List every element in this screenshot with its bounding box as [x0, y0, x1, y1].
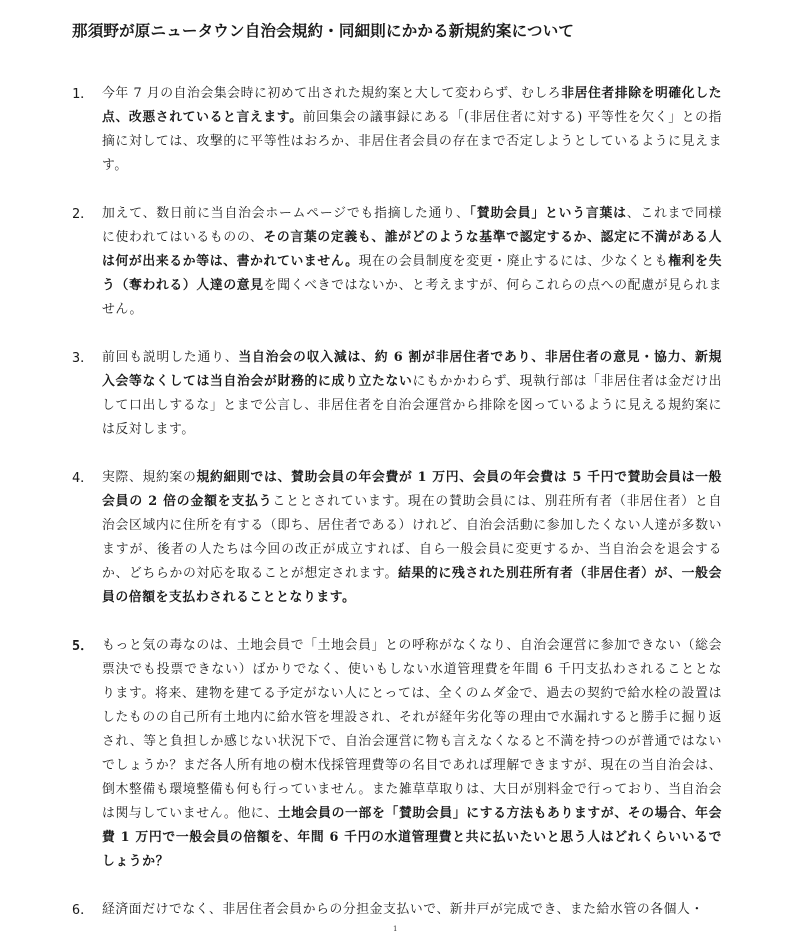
bold-text-segment: 「賛助会員」という言葉は: [469, 206, 627, 221]
text-segment: もっと気の毒なのは、土地会員で「土地会員」との呼称がなくなり、自治会運営に参加できない（総会票決でも投票できない）ばかりでなく、使いもしない水道管理費を年間 6 千円支払わされることとなります。将来、建物を建てる予定がない人にとっては、全くのムダ金で、過去の契約で給水栓の設置はしたものの自己所有土地内に給水管を埋設され、それが経年劣化等の理由で水漏れすると勝手に掘り返され、等と負担しか感じない状況下で、自治会運営に物も言えなくなると不満を持つのが普通ではないでしょうか？まだ各人所有地の樹木伐採管理費等の名目であれば理解できますが、現在の当自治会は、倒木整備も環境整備も何も行っていません。また雑草草取りは、大日が別料金で行っており、当自治会は関与していません。他に、: [102, 638, 722, 821]
item-number: 3．: [72, 350, 94, 366]
bold-text-segment: 結果的に残された別荘所有者（非居住者）が、一般会員の倍額を支払わされることとなります。: [102, 566, 722, 605]
text-segment: 前回集会の議事録にある「(非居住者に対する) 平等性を欠く」との指摘に対しては、攻撃的に平等性はおろか、非居住者会員の存在まで否定しようとしているように見えます。: [102, 110, 722, 173]
bold-text-segment: 当自治会の収入減は、約 6 割が非居住者であり、非居住者の意見・協力、新規入会等なくしては当自治会が財務的に成り立たない: [102, 350, 723, 389]
item-text: [102, 82, 722, 178]
text-segment: 、これまで同様に使われてはいるものの、: [102, 206, 722, 245]
bold-text-segment: その言葉の定義も、誰がどのような基準で認定するか、認定に不満がある人は何が出来るか等は、書かれていません。: [102, 230, 722, 269]
item-text: [102, 202, 722, 322]
document-title: 那須野が原ニュータウン自治会規約・同細則にかかる新規約案について: [72, 21, 575, 40]
item-text: [102, 466, 722, 610]
text-segment: にもかかわらず、現執行部は「非居住者は金だけ出して口出しするな」とまで公言し、非居住者を自治会運営から排除を図っているように見える規約案には反対します。: [102, 374, 722, 437]
text-segment: 経済面だけでなく、非居住者会員からの分担金支払いで、新井戸が完成でき、また給水管の各個人・: [102, 902, 704, 917]
text-segment: 実際、規約案の: [102, 470, 197, 485]
page-number: 1: [393, 925, 398, 933]
item-text: [102, 898, 722, 922]
text-segment: 現在の会員制度を変更・廃止するには、少なくとも: [358, 254, 669, 269]
list-item-1: [72, 82, 722, 178]
item-text: [102, 634, 722, 874]
item-number: 5．: [72, 638, 94, 654]
bold-text-segment: 権利を失う（奪われる）人達の意見: [102, 254, 722, 293]
text-segment: を聞くべきではないか、と考えますが、何らこれらの点への配慮が見られません。: [102, 278, 722, 317]
item-number: 2．: [72, 206, 94, 222]
list-item-5: [72, 634, 722, 874]
item-text: [102, 346, 722, 442]
bold-text-segment: 土地会員の一部を「賛助会員」にする方法もありますが、その場合、年会費 1 万円で一般会員の倍額を、年間 6 千円の水道管理費と共に払いたいと思う人はどれくらいいるでしょうか？: [102, 806, 722, 869]
item-number: 4．: [72, 470, 94, 486]
list-item-2: [72, 202, 722, 322]
bold-text-segment: 規約細則では、賛助会員の年会費が 1 万円、会員の年会費は 5 千円で賛助会員は一般会員の 2 倍の金額を支払う: [102, 470, 722, 509]
item-number: 1．: [72, 86, 94, 102]
list-item-3: [72, 346, 722, 442]
list-item-6: [72, 898, 722, 922]
item-number: 6．: [72, 902, 94, 918]
text-segment: こととされています。現在の賛助会員には、別荘所有者（非居住者）と自治会区域内に住所を有する（即ち、居住者である）けれど、自治会活動に参加したくない人達が多数いますが、後者の人たちは今回の改正が成立すれば、自ら一般会員に変更するか、当自治会を退会するか、どちらかの対応を取ることが想定されます。: [102, 494, 722, 581]
text-segment: 今年 7 月の自治会集会時に初めて出された規約案と大して変わらず、むしろ: [102, 86, 562, 101]
text-segment: 前回も説明した通り、: [102, 350, 239, 365]
list-item-4: [72, 466, 722, 610]
text-segment: 加えて、数日前に当自治会ホームページでも指摘した通り、: [102, 206, 470, 221]
bold-text-segment: 非居住者排除を明確化した点、改悪されていると言えます。: [102, 86, 722, 125]
